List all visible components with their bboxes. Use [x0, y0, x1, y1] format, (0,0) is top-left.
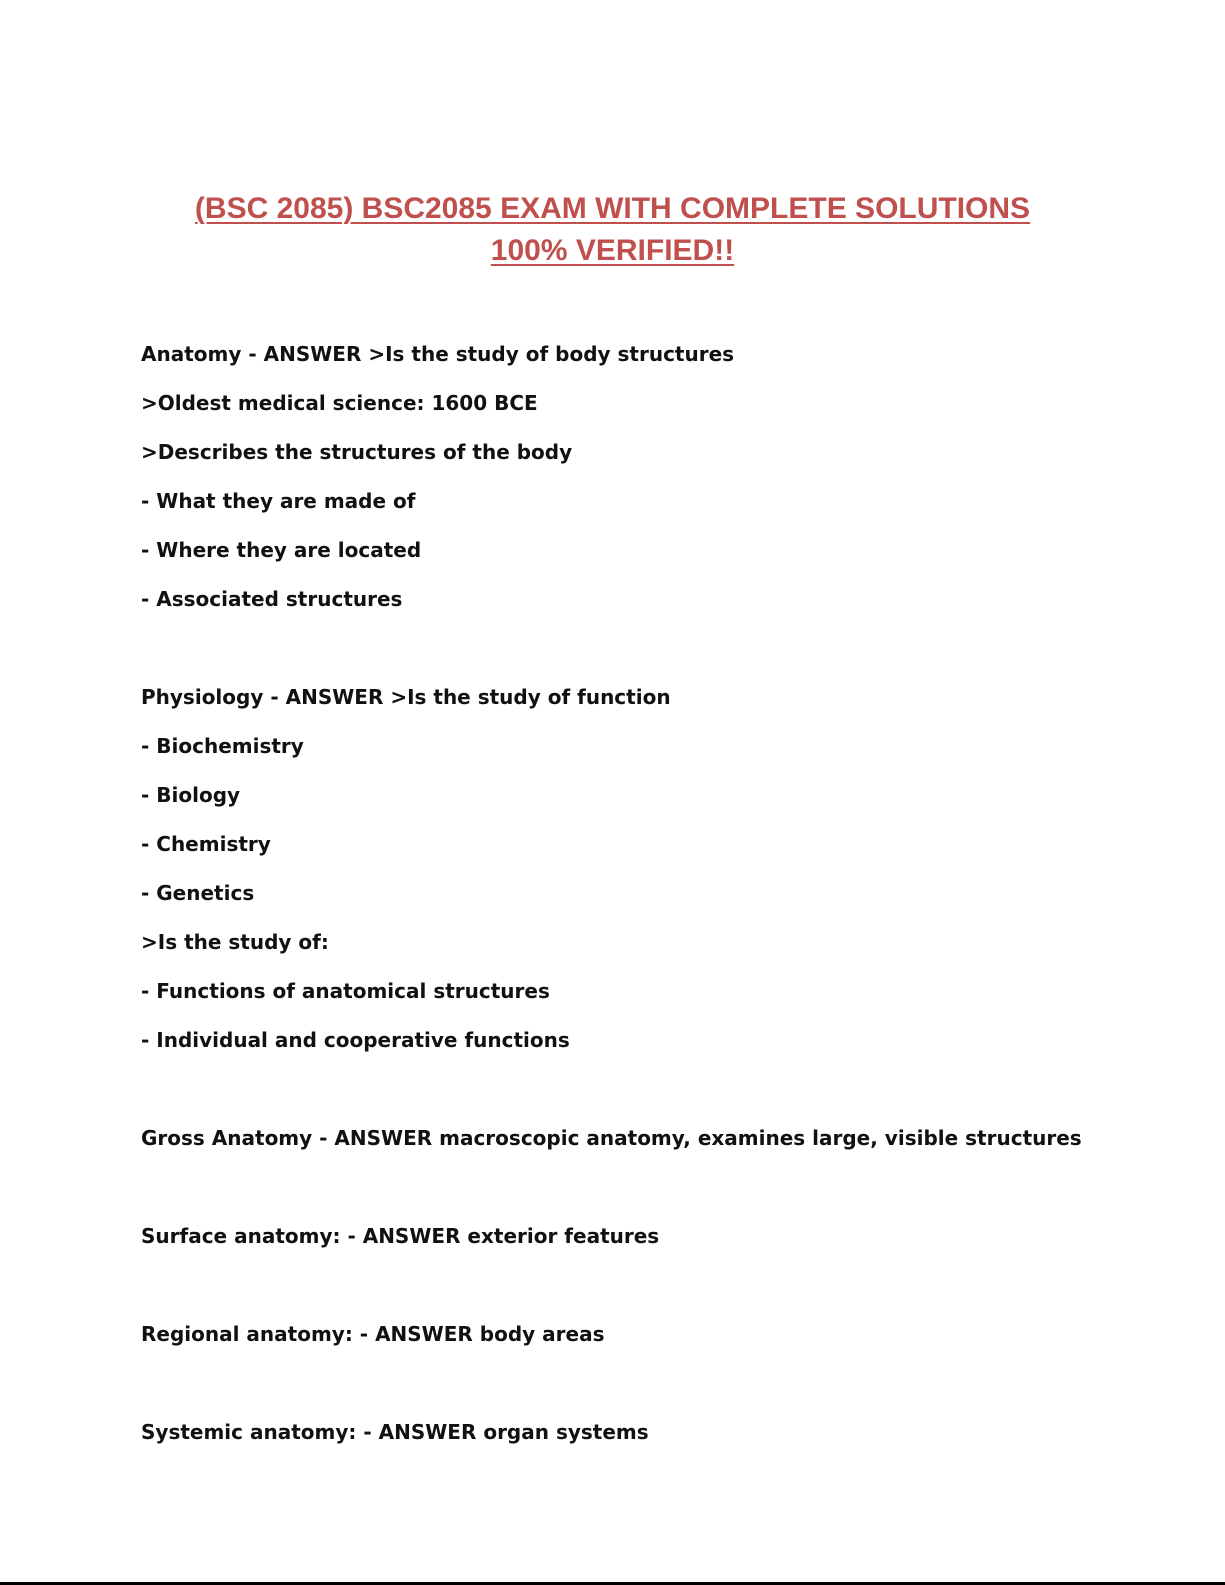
qa-line: >Oldest medical science: 1600 BCE — [141, 391, 538, 415]
qa-line: - Genetics — [141, 881, 255, 905]
qa-line: >Describes the structures of the body — [141, 440, 573, 464]
qa-line: - Functions of anatomical structures — [141, 979, 550, 1003]
section-gap — [141, 1172, 1101, 1221]
qa-line: Gross Anatomy - ANSWER macroscopic anatomy, examines large, visible structures — [141, 1126, 1082, 1150]
document-title — [120, 188, 1105, 272]
qa-line: Anatomy - ANSWER >Is the study of body structures — [141, 342, 735, 366]
section-gap — [141, 1074, 1101, 1123]
qa-line: Regional anatomy: - ANSWER body areas — [141, 1322, 605, 1346]
section-gap — [141, 633, 1101, 682]
title-line-1: (BSC 2085) BSC2085 EXAM WITH COMPLETE SOLUTIONS — [194, 192, 1031, 225]
qa-line: - Where they are located — [141, 538, 422, 562]
qa-line: Surface anatomy: - ANSWER exterior features — [141, 1224, 660, 1248]
qa-line: - Biochemistry — [141, 734, 304, 758]
qa-line: - What they are made of — [141, 489, 416, 513]
title-line-2: 100% VERIFIED!! — [490, 234, 735, 267]
qa-line: - Associated structures — [141, 587, 403, 611]
qa-line: - Biology — [141, 783, 241, 807]
qa-line: >Is the study of: — [141, 930, 329, 954]
qa-line: - Chemistry — [141, 832, 271, 856]
qa-line: Physiology - ANSWER >Is the study of function — [141, 685, 671, 709]
section-gap — [141, 1270, 1101, 1319]
qa-line: - Individual and cooperative functions — [141, 1028, 570, 1052]
qa-line: Systemic anatomy: - ANSWER organ systems — [141, 1420, 649, 1444]
section-gap — [141, 1368, 1101, 1417]
document-body — [141, 339, 1101, 1466]
